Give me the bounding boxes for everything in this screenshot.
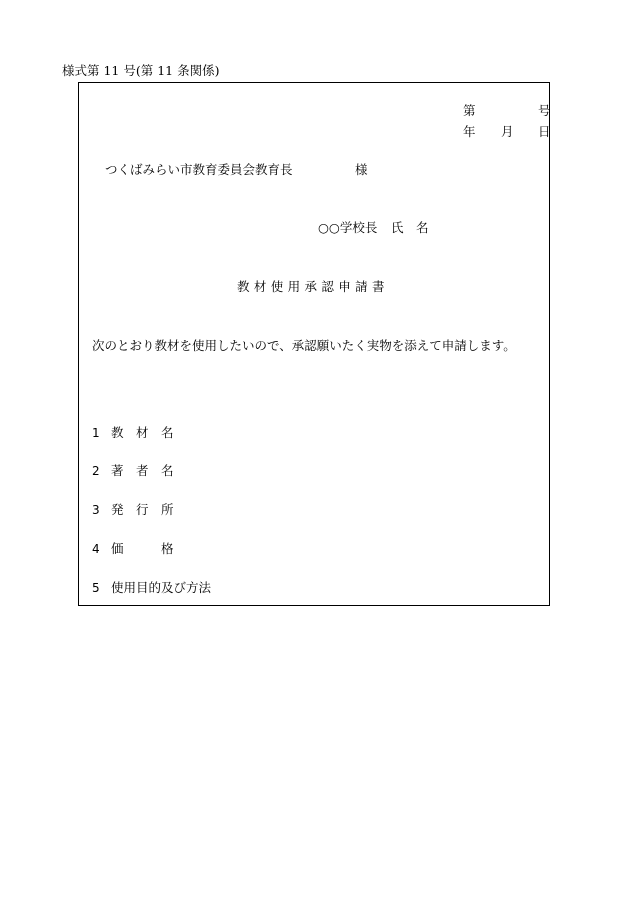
honorific-text: 様 — [355, 162, 368, 177]
item-number: 1 — [92, 426, 100, 440]
item-label: 価 格 — [111, 541, 174, 556]
date-year-label: 年 — [463, 124, 476, 139]
form-number-label: 様式第 11 号(第 11 条関係) — [62, 63, 220, 78]
number-go-label: 号 — [538, 103, 551, 118]
item-number: 3 — [92, 503, 100, 517]
number-dai-label: 第 — [463, 103, 476, 118]
item-label: 教 材 名 — [111, 425, 174, 440]
applicant-name-label: 氏 名 — [391, 220, 429, 235]
item-number: 5 — [92, 581, 100, 595]
date-month-label: 月 — [501, 124, 514, 139]
item-label: 使用目的及び方法 — [111, 580, 212, 595]
item-number: 2 — [92, 464, 100, 478]
item-number: 4 — [92, 542, 100, 556]
date-day-label: 日 — [538, 124, 551, 139]
body-text: 次のとおり教材を使用したいので、承認願いたく実物を添えて申請します。 — [92, 338, 516, 353]
document-title: 教材使用承認申請書 — [237, 279, 389, 294]
item-label: 発 行 所 — [111, 502, 174, 517]
applicant-title: ○○学校長 — [318, 220, 378, 235]
item-label: 著 者 名 — [111, 463, 174, 478]
addressee-text: つくばみらい市教育委員会教育長 — [105, 162, 293, 177]
